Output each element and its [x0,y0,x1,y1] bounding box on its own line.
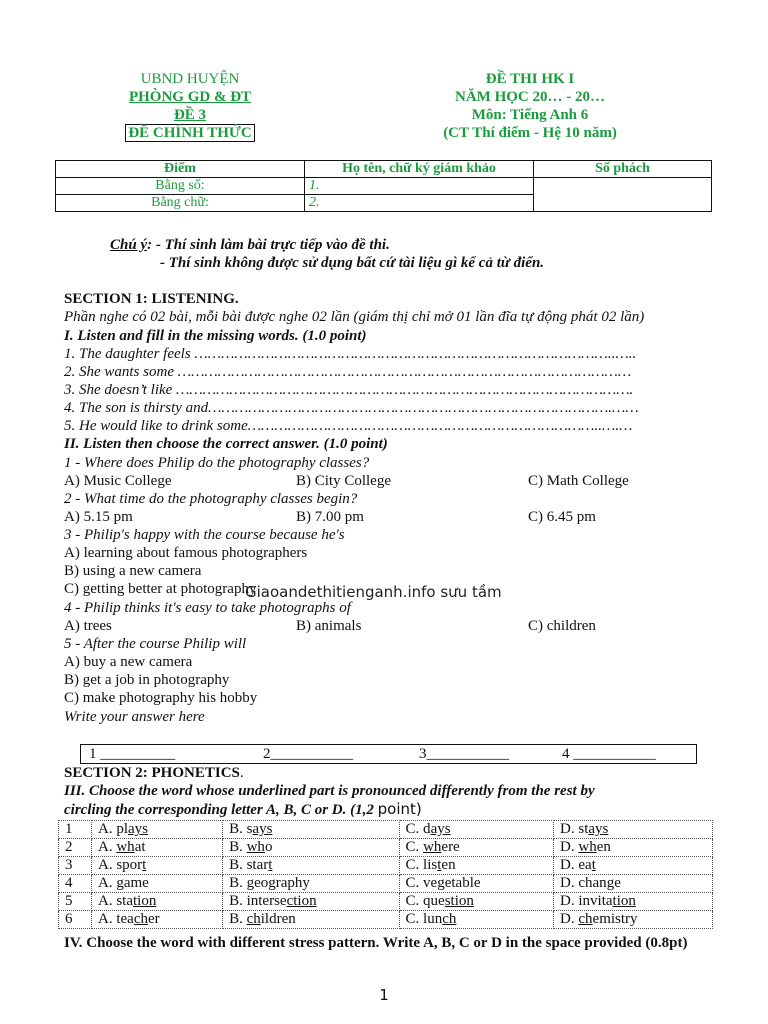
answer-slot-1[interactable]: 1 __________ [89,746,176,762]
section2-title: SECTION 2: PHONETICS [64,765,240,781]
header-district: UBND HUYỆN [140,71,240,87]
underlined-part: tion [133,893,157,909]
underlined-part: g [116,875,124,891]
question-5-option-c: C) make photography his hobby [64,690,258,706]
phonetics-option-a[interactable] [92,839,223,857]
phonetics-table [58,820,713,929]
word-part: etable [444,875,481,891]
watermark-text: Giaoandethitienganh.info sưu tầm [245,583,502,601]
phonetics-row [59,911,713,929]
part3-instruction-2-tail: point) [377,800,422,818]
word-part: B. star [229,857,269,873]
header-exam-title: ĐỀ THI HK I [485,71,575,87]
word-part: ame [123,875,149,891]
question-5-option-a: A) buy a new camera [64,654,193,670]
word-part: er [148,911,160,927]
header-subject: Môn: Tiếng Anh 6 [471,107,589,123]
phonetics-option-d[interactable] [554,857,713,875]
word-part: A. pl [98,821,128,837]
word-part: C. lis [405,857,438,873]
section2-title-line [64,764,244,782]
underlined-part: ch [442,911,457,927]
phonetics-option-b[interactable] [223,911,399,929]
header-left [100,70,280,142]
underlined-part: ction [286,893,317,909]
underlined-part: ays [252,821,273,837]
word-part: B. [229,911,247,927]
score-header-points: Điểm [56,161,305,178]
examiner-2-field: 2. [305,195,534,212]
header-program: (CT Thí điểm - Hệ 10 năm) [443,125,617,141]
phonetics-row [59,893,713,911]
word-part: B. s [229,821,253,837]
word-part: D. [560,911,579,927]
word-part: ere [441,839,460,855]
question-2-option-b: B) 7.00 pm [296,509,364,525]
underlined-part: wh [116,839,135,855]
phonetics-option-c[interactable] [399,839,553,857]
notes-label: Chú ý [110,237,148,253]
question-1-option-b: B) City College [296,473,391,489]
phonetics-option-c[interactable] [399,857,553,875]
word-part: D. chan [560,875,607,891]
phonetics-option-d[interactable] [554,911,713,929]
phonetics-option-b[interactable] [223,821,399,839]
question-4-option-c: C) children [528,618,596,634]
header-school-year: NĂM HỌC 20… - 20… [455,89,605,105]
answer-slot-4[interactable]: 4 ___________ [562,746,656,762]
word-part: B. interse [229,893,287,909]
part1-item-5: 5. He would like to drink some……………………………………………………………………..….… [64,418,633,434]
underlined-part: t [268,857,273,873]
word-part: C. ve [405,875,438,891]
phonetics-row-number: 2 [59,839,92,857]
question-1: 1 - Where does Philip do the photography classes? [64,455,370,471]
examiner-1-field: 1. [305,178,534,195]
part1-item-3: 3. She doesn’t like …………………………………………………………………………………………. [64,382,634,398]
underlined-part: ays [588,821,609,837]
underlined-part: t [591,857,596,873]
underlined-part: wh [246,839,265,855]
answer-box[interactable] [80,744,697,764]
underlined-part: wh [423,839,442,855]
underlined-part: g [606,875,615,891]
word-part: A. tea [98,911,134,927]
score-in-words-label: Bằng chữ: [56,195,305,212]
phonetics-row [59,857,713,875]
serial-number-cell [534,178,712,212]
phonetics-option-c[interactable] [399,875,553,893]
phonetics-option-a[interactable] [92,875,223,893]
word-part: C. [405,839,424,855]
answer-slot-2[interactable]: 2___________ [263,746,353,762]
phonetics-row [59,821,713,839]
word-part: A. [98,839,117,855]
phonetics-option-a[interactable] [92,911,223,929]
score-in-numbers-label: Bằng số: [56,178,305,195]
word-part: D. invita [560,893,613,909]
underlined-part: wh [578,839,597,855]
underlined-part: ch [246,911,261,927]
phonetics-row [59,839,713,857]
question-4-option-a: A) trees [64,618,112,634]
word-part: en [441,857,456,873]
section1-intro: Phần nghe có 02 bài, mỗi bài được nghe 02 lần (giám thị chỉ mở 01 lần đĩa tự động phát 02 lần) [64,309,645,325]
word-part: A. [98,875,117,891]
page-number: 1 [379,986,389,1004]
phonetics-option-b[interactable] [223,893,399,911]
phonetics-option-c[interactable] [399,821,553,839]
phonetics-option-b[interactable] [223,839,399,857]
part3-instruction-2: circling the corresponding letter A, B, C or D. (1,2 [64,802,374,818]
question-4-option-b: B) animals [296,618,362,634]
phonetics-option-c[interactable] [399,893,553,911]
word-part: D. [560,839,579,855]
word-part: C. lun [405,911,443,927]
question-3-option-c: C) getting better at photography [64,581,257,597]
word-part: e [614,875,621,891]
header-exam-number: ĐỀ 3 [173,107,207,123]
notes-text-2: - Thí sinh không được sử dụng bất cứ tài liệu gì kể cả từ điển. [160,255,545,271]
question-5-option-b: B) get a job in photography [64,672,230,688]
score-header-serial: Số phách [534,161,712,178]
score-header-examiner: Họ tên, chữ ký giám khảo [305,161,534,178]
phonetics-row-number: 5 [59,893,92,911]
word-part: ildren [260,911,296,927]
underlined-part: t [437,857,442,873]
question-4: 4 - Philip thinks it's easy to take photographs of [64,600,351,616]
underlined-part: g [437,875,445,891]
question-3: 3 - Philip's happy with the course because he's [64,527,345,543]
word-part: C. que [405,893,445,909]
question-5: 5 - After the course Philip will [64,636,247,652]
question-2-option-a: A) 5.15 pm [64,509,133,525]
notes-text-1: : - Thí sinh làm bài trực tiếp vào đề thi. [147,237,390,253]
part4-instruction: IV. Choose the word with different stress pattern. Write A, B, C or D in the space provided (0.8pt) [64,935,688,951]
question-3-option-b: B) using a new camera [64,563,202,579]
underlined-part: t [142,857,147,873]
word-part: at [134,839,146,855]
underlined-part: tion [612,893,636,909]
word-part: B. [229,875,247,891]
phonetics-option-c[interactable] [399,911,553,929]
part1-item-2: 2. She wants some ………………………………………………………………………………………… [64,364,632,380]
question-1-option-a: A) Music College [64,473,172,489]
phonetics-option-b[interactable] [223,875,399,893]
phonetics-row [59,875,713,893]
word-part: A. sta [98,893,133,909]
part1-item-1: 1. The daughter feels …………………………………………………………………………………..….. [64,346,637,362]
header-official-label: ĐỀ CHÍNH THỨC [125,124,254,142]
write-answer-label: Write your answer here [64,709,205,725]
part3-instruction-2-line [64,800,422,819]
phonetics-option-d[interactable] [554,893,713,911]
underlined-part: ays [128,821,148,837]
phonetics-option-d[interactable] [554,821,713,839]
word-part: D. ea [560,857,592,873]
phonetics-option-d[interactable] [554,839,713,857]
part2-title: II. Listen then choose the correct answer. (1.0 point) [64,436,388,452]
word-part: C. d [405,821,431,837]
part3-instruction-1: III. Choose the word whose underlined part is pronounced differently from the rest by [64,783,595,799]
underlined-part: g [246,875,255,891]
word-part: eography [254,875,310,891]
part1-item-4: 4. The son is thirsty and……………………………………………………………………………….…… [64,400,639,416]
word-part: B. [229,839,247,855]
score-table [55,160,712,212]
underlined-part: stion [444,893,474,909]
header-department: PHÒNG GD & ĐT [128,89,252,105]
question-2-option-c: C) 6.45 pm [528,509,596,525]
word-part: en [596,839,611,855]
section1-title: SECTION 1: LISTENING. [64,291,239,307]
phonetics-option-a[interactable] [92,821,223,839]
header-right [400,70,660,142]
phonetics-row-number: 1 [59,821,92,839]
answer-slot-3[interactable]: 3___________ [419,746,509,762]
word-part: D. st [560,821,589,837]
part1-title: I. Listen and fill in the missing words. (1.0 point) [64,328,367,344]
question-1-option-c: C) Math College [528,473,629,489]
underlined-part: ch [578,911,593,927]
underlined-part: ch [133,911,148,927]
section2-title-dot: . [239,765,244,781]
question-3-option-a: A) learning about famous photographers [64,545,308,561]
word-part: emistry [592,911,638,927]
notes-line-1 [110,236,390,254]
word-part: o [264,839,273,855]
phonetics-row-number: 3 [59,857,92,875]
underlined-part: ays [430,821,451,837]
phonetics-row-number: 6 [59,911,92,929]
phonetics-option-a[interactable] [92,857,223,875]
phonetics-row-number: 4 [59,875,92,893]
phonetics-option-b[interactable] [223,857,399,875]
phonetics-option-a[interactable] [92,893,223,911]
word-part: A. spor [98,857,143,873]
question-2: 2 - What time do the photography classes begin? [64,491,358,507]
phonetics-option-d[interactable] [554,875,713,893]
